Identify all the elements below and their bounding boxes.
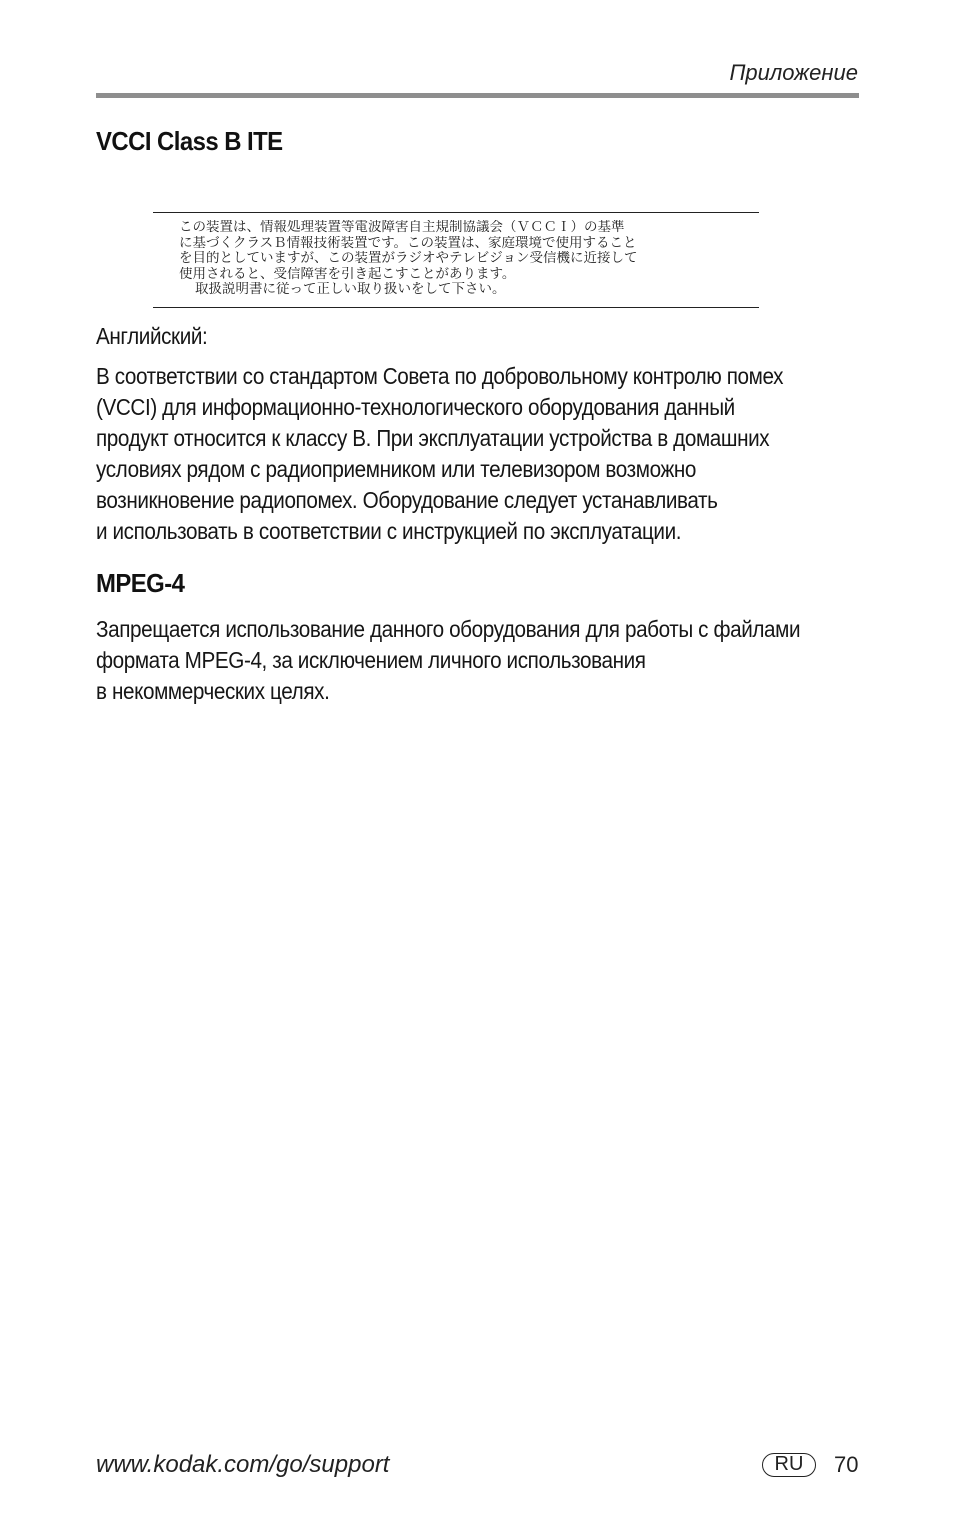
notice-line: 使用されると、受信障害を引き起こすことがあります。: [179, 266, 516, 282]
language-badge: RU: [762, 1453, 816, 1477]
header-rule: [96, 93, 859, 98]
paragraph-line: в некоммерческих целях.: [96, 678, 330, 704]
mpeg4-paragraph: [96, 614, 816, 707]
paragraph-line: продукт относится к классу B. При эксплуатации устройства в домашних: [96, 425, 770, 451]
vcci-paragraph: [96, 361, 816, 547]
paragraph-line: В соответствии со стандартом Совета по добровольному контролю помех: [96, 363, 784, 389]
section-title-vcci: VCCI Class B ITE: [96, 126, 283, 156]
paragraph-line: Запрещается использование данного оборудования для работы с файлами: [96, 616, 801, 642]
notice-line: を目的としていますが、この装置がラジオやテレビジョン受信機に近接して: [179, 251, 638, 266]
notice-line: この装置は、情報処理装置等電波障害自主規制協議会（ＶＣＣＩ）の基準: [179, 220, 625, 235]
page-number: 70: [834, 1452, 859, 1477]
paragraph-line: формата MPEG-4, за исключением личного использования: [96, 647, 646, 673]
japanese-vcci-notice: [153, 212, 759, 308]
language-label: [96, 321, 816, 352]
paragraph-line: возникновение радиопомех. Оборудование следует устанавливать: [96, 487, 718, 513]
footer-support-link[interactable]: www.kodak.com/go/support: [96, 1451, 390, 1478]
language-label-text: Английский:: [96, 323, 208, 349]
paragraph-line: условиях рядом с радиоприемником или телевизором возможно: [96, 456, 697, 482]
paragraph-line: (VCCI) для информационно-технологического оборудования данный: [96, 394, 735, 420]
running-header-title: Приложение: [729, 60, 858, 85]
notice-line: に基づくクラスＢ情報技術装置です。この装置は、家庭環境で使用すること: [179, 235, 637, 251]
notice-line: 取扱説明書に従って正しい取り扱いをして下さい。: [195, 282, 506, 297]
section-title-mpeg4: MPEG-4: [96, 568, 185, 598]
paragraph-line: и использовать в соответствии с инструкцией по эксплуатации.: [96, 518, 682, 544]
